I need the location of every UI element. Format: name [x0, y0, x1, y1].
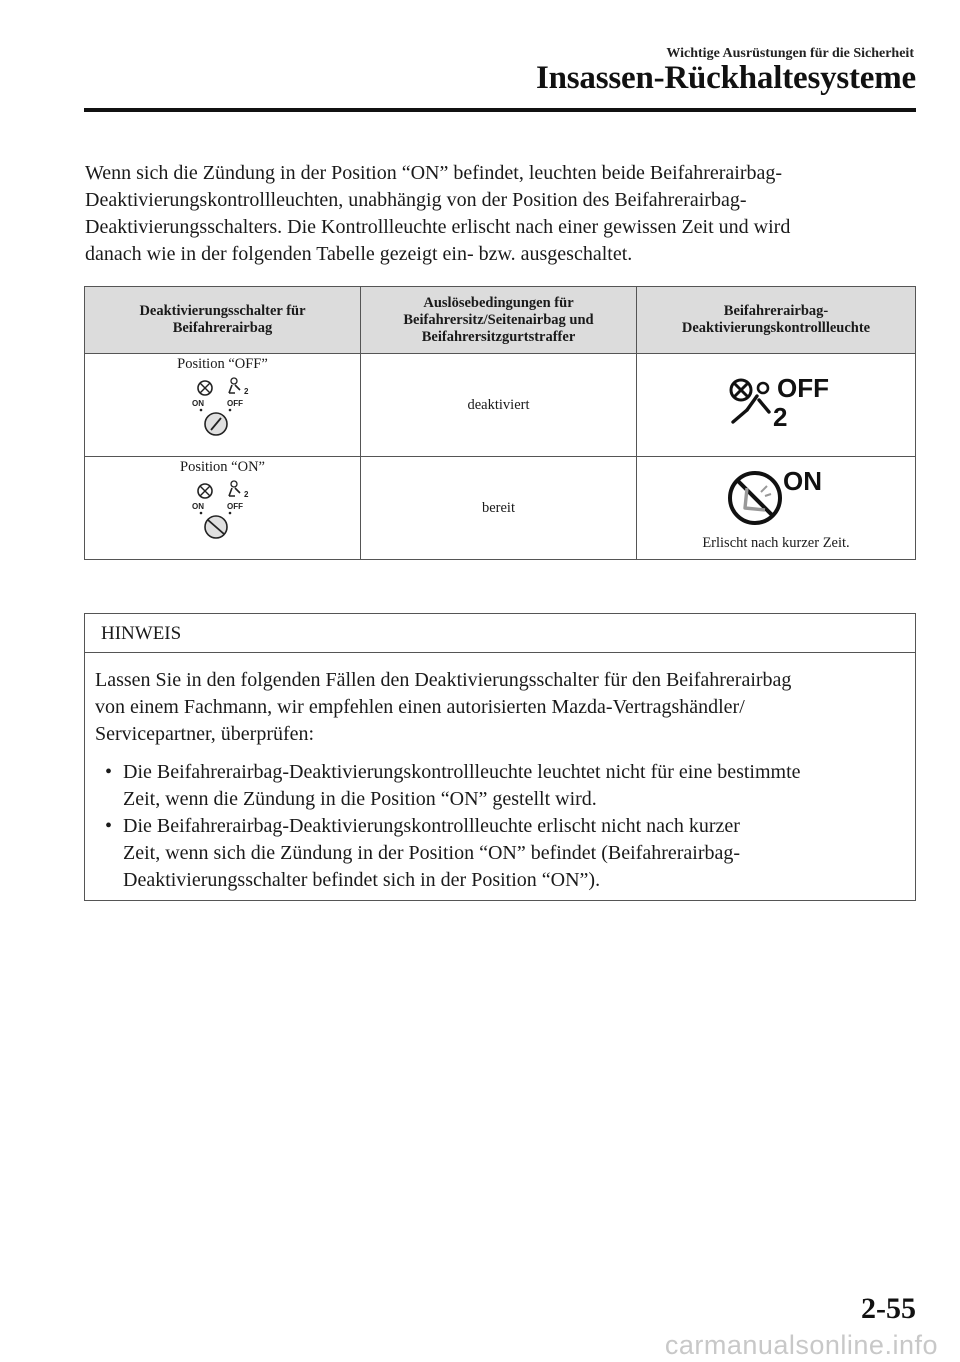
bullet-icon: •	[105, 761, 113, 783]
note-bullet-list	[95, 759, 905, 894]
list-item	[95, 813, 905, 894]
bullet-line: Die Beifahrerairbag-Deaktivierungskontrollleuchte erlischt nicht nach kurzer	[123, 815, 740, 837]
switch-on-label: ON	[191, 502, 204, 511]
header-switch	[85, 287, 361, 354]
indicator-on-text: ON	[783, 466, 822, 496]
passenger-seat-symbol-icon	[730, 473, 780, 523]
intro-line: Deaktivierungskontrollleuchten, unabhängig von der Position des Beifahrerairbag-	[85, 189, 747, 211]
switch-cell	[85, 354, 361, 457]
bullet-line: Zeit, wenn die Zündung in die Position “ON” gestellt wird.	[123, 788, 597, 810]
intro-line: Deaktivierungsschalters. Die Kontrollleuchte erlischt nach einer gewissen Zeit und wird	[85, 216, 791, 238]
note-line: Servicepartner, überprüfen:	[95, 723, 315, 745]
bullet-line: Die Beifahrerairbag-Deaktivierungskontrollleuchte leuchtet nicht für eine bestimmte	[123, 761, 801, 783]
note-paragraph	[95, 667, 905, 748]
table-row	[85, 354, 916, 457]
note-box	[84, 613, 916, 901]
position-label: Position “OFF”	[177, 356, 268, 372]
intro-line: danach wie in der folgenden Tabelle gezeigt ein- bzw. ausgeschaltet.	[85, 243, 633, 265]
note-line: von einem Fachmann, wir empfehlen einen autorisierten Mazda-Vertragshändler/	[95, 696, 745, 718]
header-line: Beifahrersitz/Seitenairbag und	[403, 311, 594, 328]
table-row	[85, 457, 916, 560]
header-rule	[84, 108, 916, 112]
switch-cell	[85, 457, 361, 560]
key-slot-icon	[205, 516, 227, 538]
bullet-line: Zeit, wenn sich die Zündung in der Position “ON” befindet (Beifahrerairbag-	[123, 842, 741, 864]
header-line: Deaktivierungsschalter für	[139, 303, 306, 319]
list-item	[95, 759, 905, 813]
indicator-off-text: OFF	[777, 372, 829, 403]
switch-off-label: OFF	[226, 502, 243, 511]
header-indicator	[637, 287, 916, 354]
position-label: Position “ON”	[180, 459, 265, 475]
airbag-on-indicator-icon	[721, 464, 831, 526]
deactivation-switch-off-icon	[188, 377, 258, 439]
key-slot-icon	[205, 413, 227, 435]
intro-line: Wenn sich die Zündung in der Position “ON” befindet, leuchten beide Beifahrerairbag-	[85, 162, 783, 184]
bullet-icon: •	[105, 815, 113, 837]
page-number: 2-55	[861, 1292, 916, 1325]
seat-airbag-symbol-icon	[229, 481, 240, 496]
table-header-row	[85, 287, 916, 354]
airbag-symbol-icon	[731, 380, 751, 400]
indicator-note: Erlischt nach kurzer Zeit.	[702, 535, 850, 551]
airbag-off-indicator-icon	[721, 370, 831, 436]
header-line: Auslösebedingungen für	[423, 294, 574, 311]
indicator-cell	[637, 354, 916, 457]
deactivation-switch-on-icon	[188, 480, 258, 542]
note-title: HINWEIS	[85, 614, 915, 653]
airbag-symbol-icon	[198, 381, 212, 395]
header-line: Beifahrersitzgurtstraffer	[421, 328, 576, 345]
condition-cell: deaktiviert	[361, 354, 637, 457]
seat-airbag-symbol-icon	[229, 378, 240, 393]
header-line: Deaktivierungskontrollleuchte	[681, 320, 871, 336]
indicator-cell	[637, 457, 916, 560]
note-body	[85, 653, 915, 894]
intro-paragraph	[85, 160, 915, 268]
airbag-status-table	[84, 286, 916, 560]
header-line: Beifahrerairbag	[172, 320, 273, 336]
section-label: Wichtige Ausrüstungen für die Sicherheit	[666, 46, 914, 61]
airbag-symbol-icon	[198, 484, 212, 498]
watermark: carmanualsonline.info	[664, 1330, 938, 1360]
chapter-title: Insassen-Rückhaltesysteme	[535, 60, 916, 96]
condition-cell: bereit	[361, 457, 637, 560]
header-conditions	[361, 287, 637, 354]
switch-on-label: ON	[191, 399, 204, 408]
note-line: Lassen Sie in den folgenden Fällen den Deaktivierungsschalter für den Beifahrerairbag	[95, 669, 792, 691]
switch-off-label: OFF	[226, 399, 243, 408]
header-line: Beifahrerairbag-	[723, 303, 829, 319]
switch-two-label: 2	[243, 387, 248, 396]
indicator-two-text: 2	[773, 401, 788, 432]
bullet-line: Deaktivierungsschalter befindet sich in der Position “ON”).	[123, 869, 601, 891]
switch-two-label: 2	[243, 490, 248, 499]
